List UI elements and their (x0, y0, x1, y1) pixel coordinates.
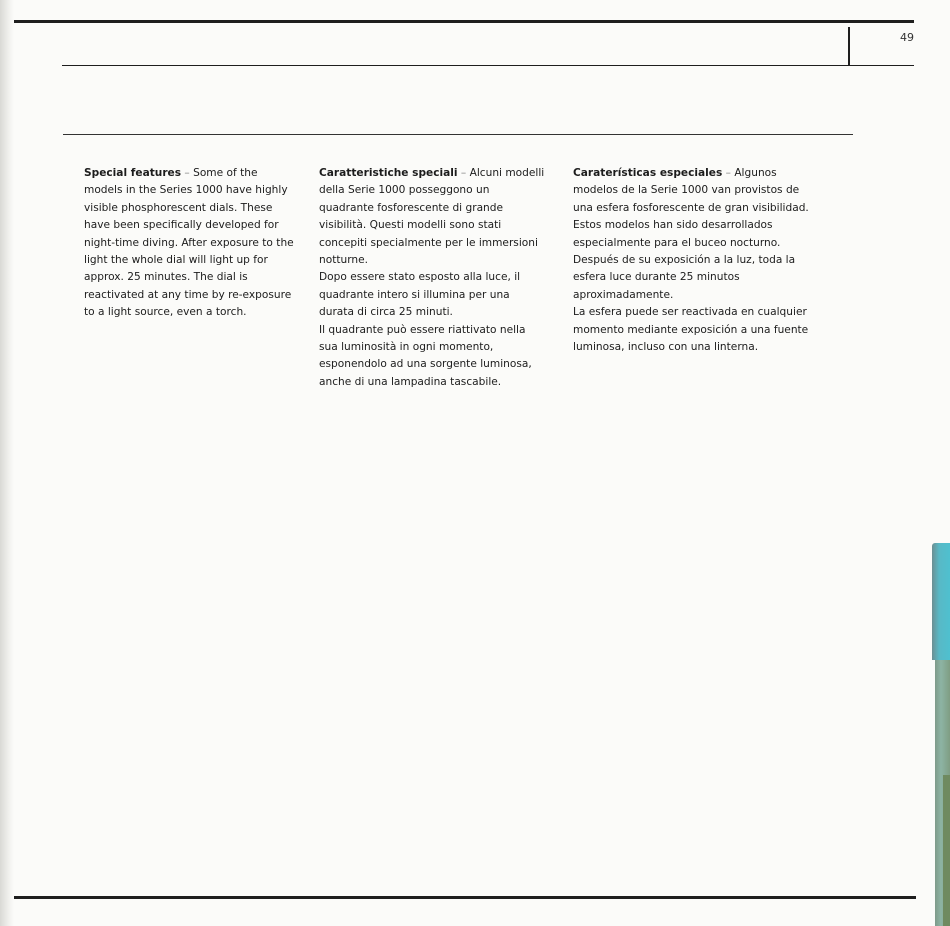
paragraph: Después de su exposición a la luz, toda la esfera luce durante 25 minutos aproximadamente. (573, 254, 796, 301)
paragraph-text: Algunos modelos de la Serie 1000 van provistos de una esfera fosforescente de gran visibilidad. Estos modelos han sido desarrollados especialmente para el buceo nocturno. (573, 167, 809, 249)
page-gutter-shadow (0, 0, 14, 926)
paragraph (573, 165, 809, 252)
heading-dash: – (457, 167, 470, 179)
header-rule (62, 65, 914, 66)
section-heading: Caratteristiche speciali (319, 167, 458, 179)
page-number: 49 (900, 31, 914, 44)
section-heading: Special features (84, 167, 182, 179)
section-heading: Caraterísticas especiales (573, 167, 723, 179)
bottom-rule (14, 896, 916, 899)
heading-dash: – (722, 167, 735, 179)
section-tab-dark-green (943, 775, 950, 926)
section-tab-teal (932, 543, 950, 660)
column-spanish (573, 165, 809, 356)
heading-dash: – (181, 167, 194, 179)
paragraph (84, 165, 296, 322)
paragraph: Dopo essere stato esposto alla luce, il quadrante intero si illumina per una durata di circa 25 minuti. (319, 271, 521, 319)
paragraph: Il quadrante può essere riattivato nella sua luminosità in ogni momento, esponendolo ad una sorgente luminosa, anche di una lampadina tascabile. (319, 323, 532, 388)
section-rule (63, 134, 853, 135)
header-divider (848, 27, 850, 66)
paragraph-text: Some of the models in the Series 1000 have highly visible phosphorescent dials. These have been specifically developed for night-time diving. After exposure to the light the whole dial will light up for approx. 25 minutes. The dial is reactivated at any time by re-exposure to a light source, even a torch. (84, 167, 294, 319)
paragraph: La esfera puede ser reactivada en cualquier momento mediante exposición a una fuente luminosa, incluso con una linterna. (573, 306, 809, 354)
paragraph (319, 165, 547, 269)
top-rule (14, 20, 914, 23)
column-italian (319, 165, 547, 391)
column-english (84, 165, 296, 322)
paragraph-text: Alcuni modelli della Serie 1000 posseggono un quadrante fosforescente di grande visibilità. Questi modelli sono stati concepiti specialmente per le immersioni notturne. (319, 167, 545, 267)
